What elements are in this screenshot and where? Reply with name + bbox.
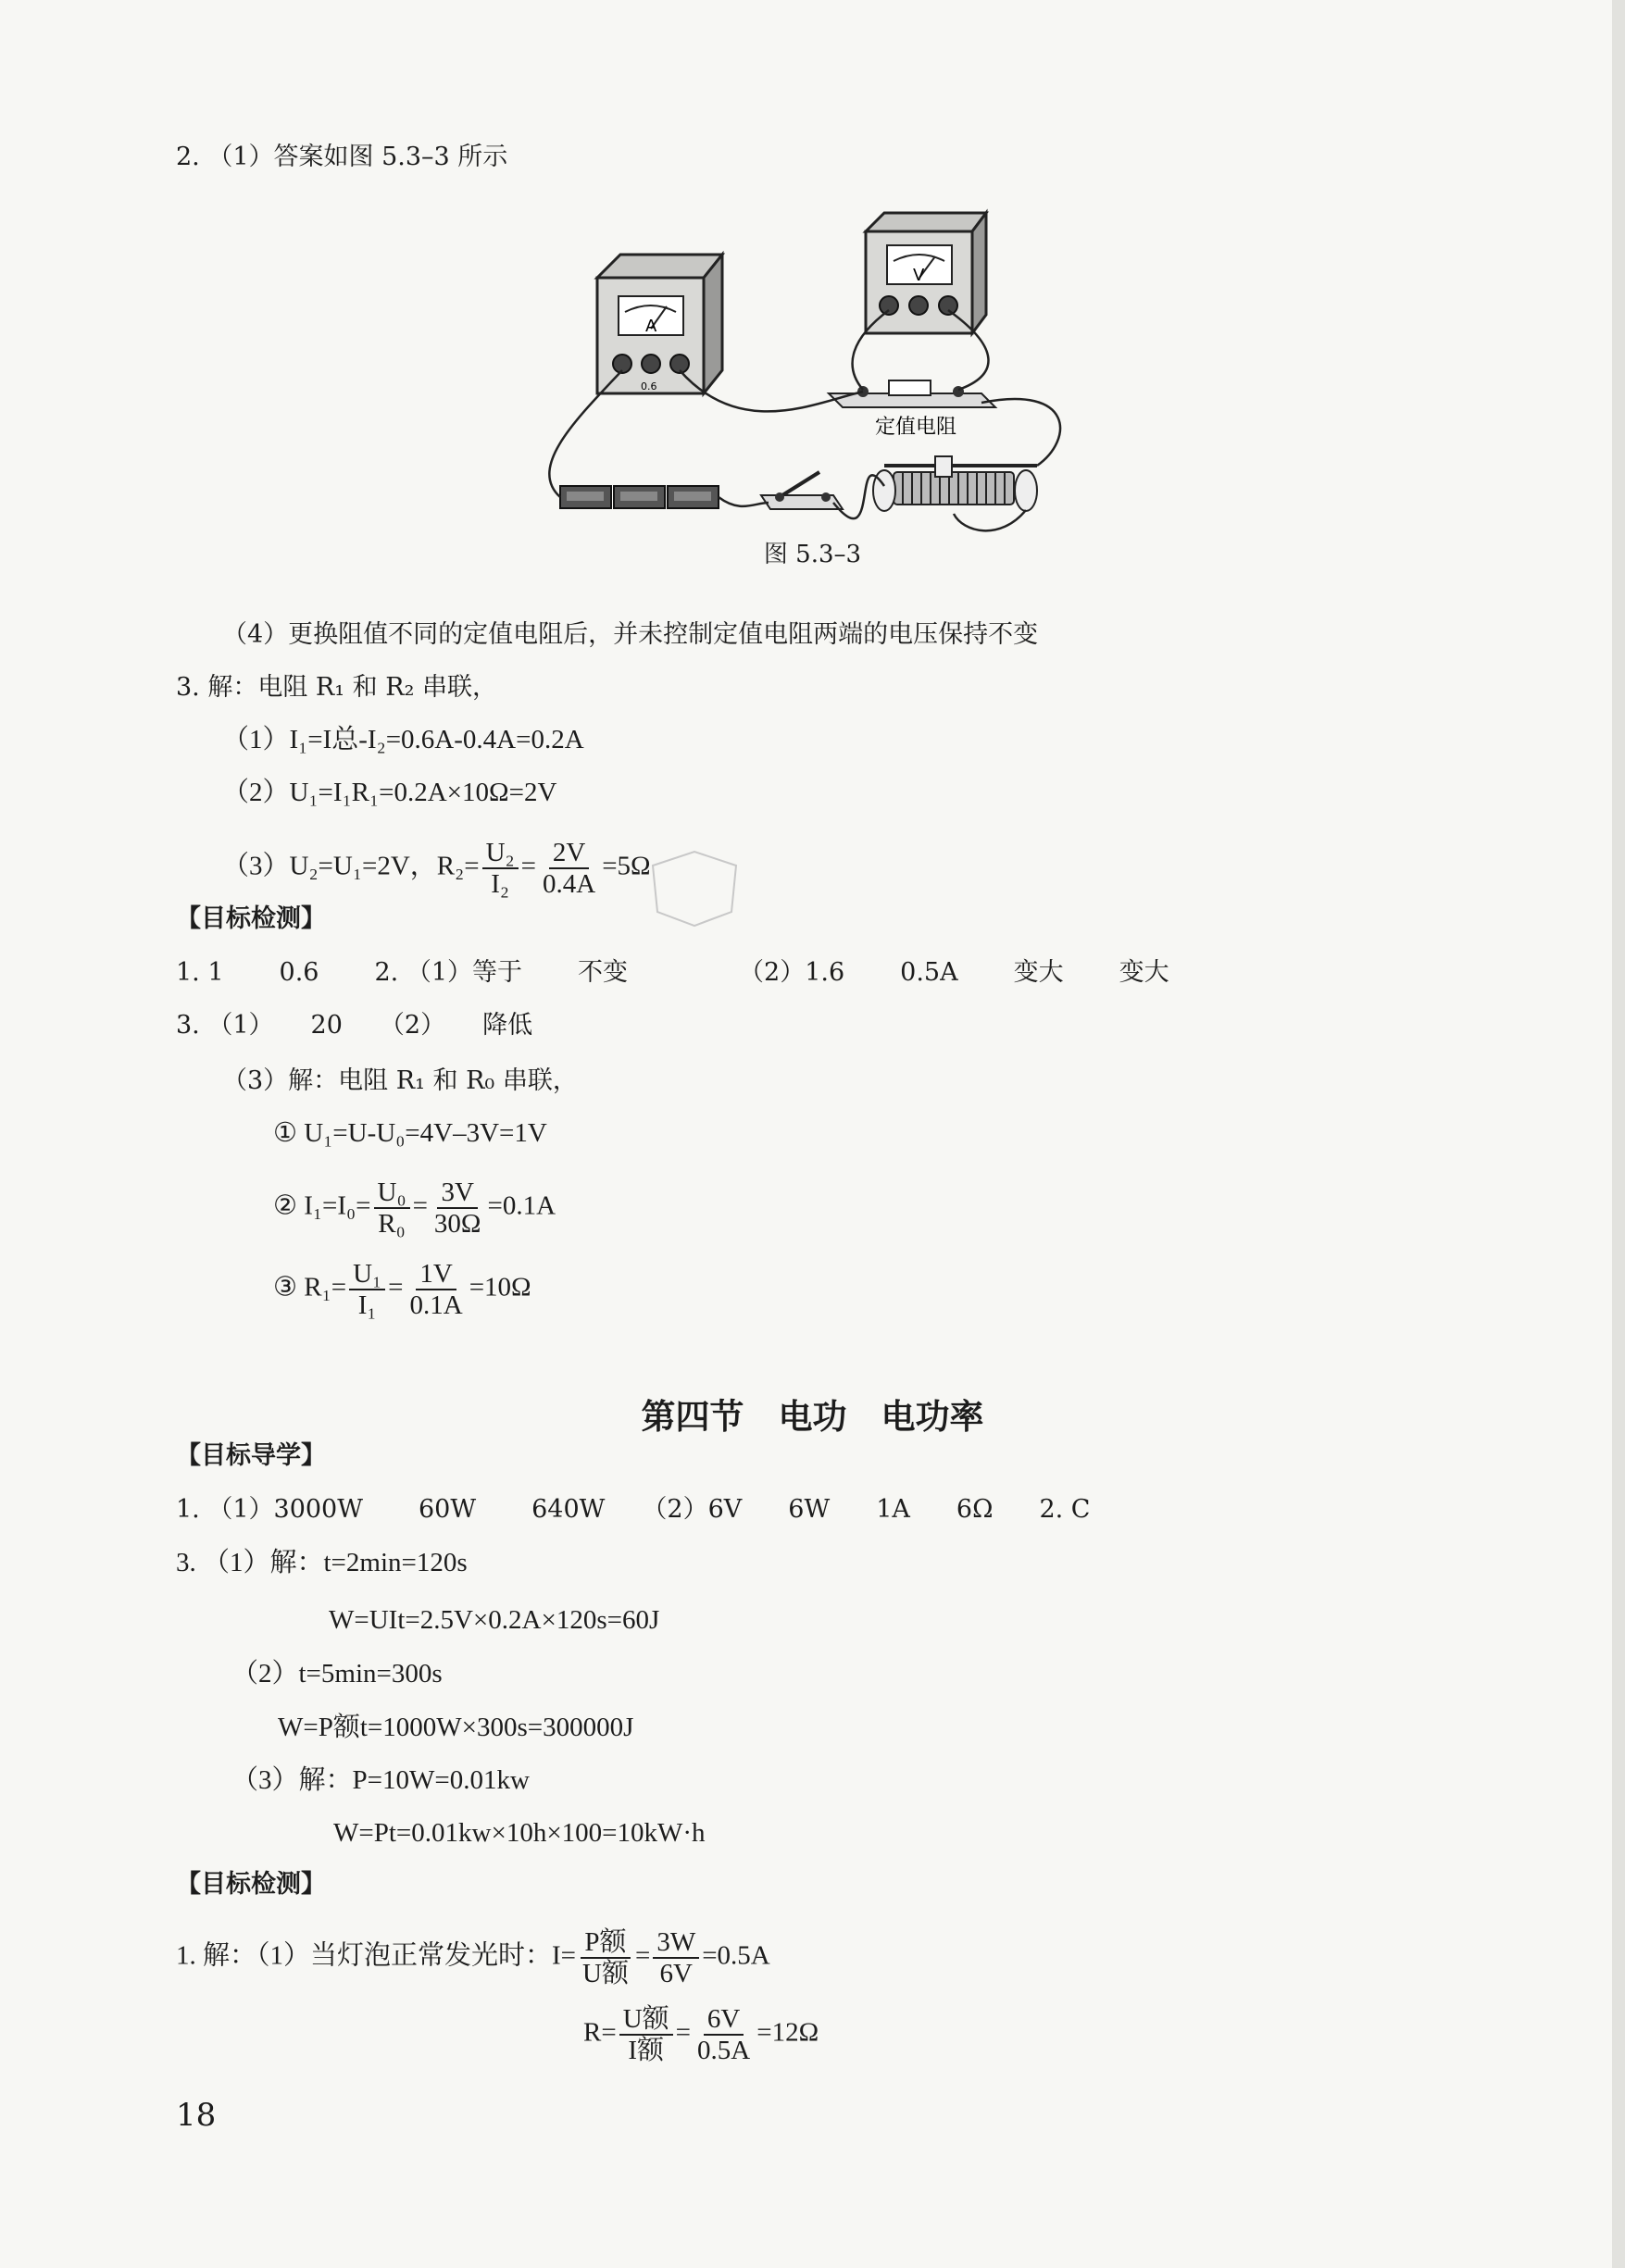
detect-step3 bbox=[273, 1259, 531, 1320]
final1-fraction-numeric bbox=[653, 1927, 699, 1988]
step2-eq: = bbox=[412, 1190, 428, 1221]
guide-item: 6W bbox=[788, 1495, 831, 1524]
q3-den: I₂ bbox=[491, 869, 509, 899]
q3-line2: （2）U₁=I₁R₁=0.2A×10Ω=2V bbox=[222, 778, 557, 807]
step3-eq: = bbox=[388, 1272, 404, 1302]
detect-line2 bbox=[176, 1009, 532, 1042]
final2-num: U额 bbox=[619, 2004, 673, 2036]
step3-den2: 0.1A bbox=[409, 1290, 463, 1320]
q3-eq: = bbox=[520, 851, 536, 881]
q3-intro: 3. 解：电阻 R₁ 和 R₂ 串联， bbox=[176, 673, 497, 702]
rheostat-icon bbox=[873, 456, 1037, 511]
guide-item: 1A bbox=[876, 1495, 910, 1524]
step2-fraction-numeric bbox=[431, 1178, 485, 1239]
detect-item: 20 bbox=[310, 1011, 343, 1040]
final1-den: U额 bbox=[582, 1959, 629, 1988]
detect-item: 不变 bbox=[578, 958, 629, 987]
q3-line3 bbox=[222, 838, 651, 899]
guide-line4: （2）t=5min=300s bbox=[231, 1659, 443, 1689]
q3-result: =5Ω bbox=[602, 851, 651, 881]
detect-line1 bbox=[176, 956, 1169, 990]
step2-den2: 30Ω bbox=[433, 1209, 481, 1239]
final1-eq: = bbox=[634, 1940, 651, 1971]
step3-num: U₁ bbox=[349, 1259, 385, 1290]
guide-item: 640W bbox=[531, 1495, 606, 1524]
resistor-label: 定值电阻 bbox=[875, 416, 957, 439]
final1-result: =0.5A bbox=[702, 1940, 770, 1971]
page-edge bbox=[1612, 0, 1625, 2268]
step2-result: =0.1A bbox=[487, 1190, 556, 1221]
final1-fraction-symbolic bbox=[579, 1927, 632, 1988]
detect-item: 3. （1） bbox=[176, 1011, 274, 1040]
q3-num2: 2V bbox=[549, 838, 589, 869]
final2-den: I额 bbox=[628, 2036, 665, 2065]
final-line2 bbox=[583, 2004, 819, 2065]
final2-den2: 0.5A bbox=[697, 2036, 751, 2065]
q3-line1: （1）I₁=I总-I₂=0.6A-0.4A=0.2A bbox=[222, 725, 584, 754]
part4-line: （4）更换阻值不同的定值电阻后，并未控制定值电阻两端的电压保持不变 bbox=[222, 620, 1039, 649]
step2-num: U₀ bbox=[374, 1178, 410, 1209]
step3-num2: 1V bbox=[416, 1259, 456, 1290]
circuit-figure bbox=[519, 208, 1083, 542]
intro-line: 2. （1）答案如图 5.3–3 所示 bbox=[176, 143, 508, 171]
detect-step2 bbox=[273, 1178, 556, 1239]
step2-prefix: ② I₁=I₀= bbox=[273, 1190, 371, 1221]
detect-item: 0.5A bbox=[900, 958, 958, 987]
guide-item: （2）6V bbox=[642, 1495, 743, 1524]
section-title: 第四节 电功 电功率 bbox=[641, 1397, 984, 1437]
switch-icon bbox=[761, 472, 843, 509]
detect-item: （2） bbox=[379, 1011, 446, 1040]
final2-fraction-numeric bbox=[694, 2004, 754, 2065]
final2-num2: 6V bbox=[704, 2004, 744, 2036]
final2-result: =12Ω bbox=[756, 2017, 819, 2048]
final1-num: P额 bbox=[581, 1927, 630, 1959]
guide-line1 bbox=[176, 1493, 1090, 1527]
section-header-detect-2: 【目标检测】 bbox=[176, 1870, 326, 1899]
detect-item: 变大 bbox=[1013, 958, 1064, 987]
step3-fraction-numeric bbox=[406, 1259, 466, 1320]
page-number: 18 bbox=[176, 2097, 217, 2134]
guide-line3: W=UIt=2.5V×0.2A×120s=60J bbox=[329, 1605, 660, 1635]
step3-result: =10Ω bbox=[469, 1272, 531, 1302]
final1-den2: 6V bbox=[659, 1959, 693, 1988]
final2-fraction-symbolic bbox=[619, 2004, 673, 2065]
detect-item: 降低 bbox=[482, 1011, 533, 1040]
detect-item: 1. 1 bbox=[176, 958, 224, 987]
detect-item: 变大 bbox=[1119, 958, 1169, 987]
watermark-seal bbox=[644, 847, 745, 930]
final1-num2: 3W bbox=[653, 1927, 699, 1959]
step2-fraction-symbolic bbox=[374, 1178, 410, 1239]
step3-prefix: ③ R₁= bbox=[273, 1272, 347, 1302]
guide-item: 6Ω bbox=[956, 1495, 994, 1524]
step3-den: I₁ bbox=[357, 1290, 377, 1320]
q3-fraction-numeric bbox=[539, 838, 599, 899]
detect-item: （2）1.6 bbox=[739, 958, 845, 987]
q3-num: U₂ bbox=[482, 838, 519, 869]
detect-line3: （3）解：电阻 R₁ 和 R₀ 串联， bbox=[222, 1066, 578, 1095]
section-header-guide: 【目标导学】 bbox=[176, 1441, 326, 1470]
guide-item: 60W bbox=[419, 1495, 477, 1524]
guide-line7: W=Pt=0.01kw×10h×100=10kW·h bbox=[333, 1818, 706, 1848]
guide-line5: W=P额t=1000W×300s=300000J bbox=[278, 1713, 634, 1742]
guide-item: 1. （1）3000W bbox=[176, 1495, 363, 1524]
detect-step1: ① U₁=U-U₀=4V–3V=1V bbox=[273, 1118, 547, 1148]
step3-fraction-symbolic bbox=[349, 1259, 385, 1320]
guide-line2: 3. （1）解：t=2min=120s bbox=[176, 1548, 468, 1577]
voltmeter-letter: V bbox=[913, 266, 925, 285]
detect-item: 2. （1）等于 bbox=[374, 958, 523, 987]
final2-eq: = bbox=[675, 2017, 692, 2048]
final1-prefix: 1. 解：（1）当灯泡正常发光时：I= bbox=[176, 1940, 577, 1971]
battery-icon bbox=[560, 486, 719, 508]
guide-line6: （3）解：P=10W=0.01kw bbox=[231, 1765, 530, 1795]
guide-item: 2. C bbox=[1039, 1495, 1091, 1524]
final-line1 bbox=[176, 1927, 770, 1988]
ammeter-icon bbox=[597, 255, 722, 393]
ammeter-letter: A bbox=[645, 317, 657, 336]
q3-den2: 0.4A bbox=[543, 869, 596, 899]
figure-caption: 图 5.3–3 bbox=[763, 541, 862, 568]
final2-prefix: R= bbox=[583, 2017, 617, 2048]
q3-line3-prefix: （3）U₂=U₁=2V，R₂= bbox=[222, 851, 480, 881]
step2-den: R₀ bbox=[378, 1209, 406, 1239]
section-header-detect: 【目标检测】 bbox=[176, 904, 326, 933]
ammeter-scale: 0.6 bbox=[641, 380, 657, 393]
q3-fraction-symbolic bbox=[482, 838, 519, 899]
step2-num2: 3V bbox=[437, 1178, 477, 1209]
detect-item: 0.6 bbox=[279, 958, 319, 987]
